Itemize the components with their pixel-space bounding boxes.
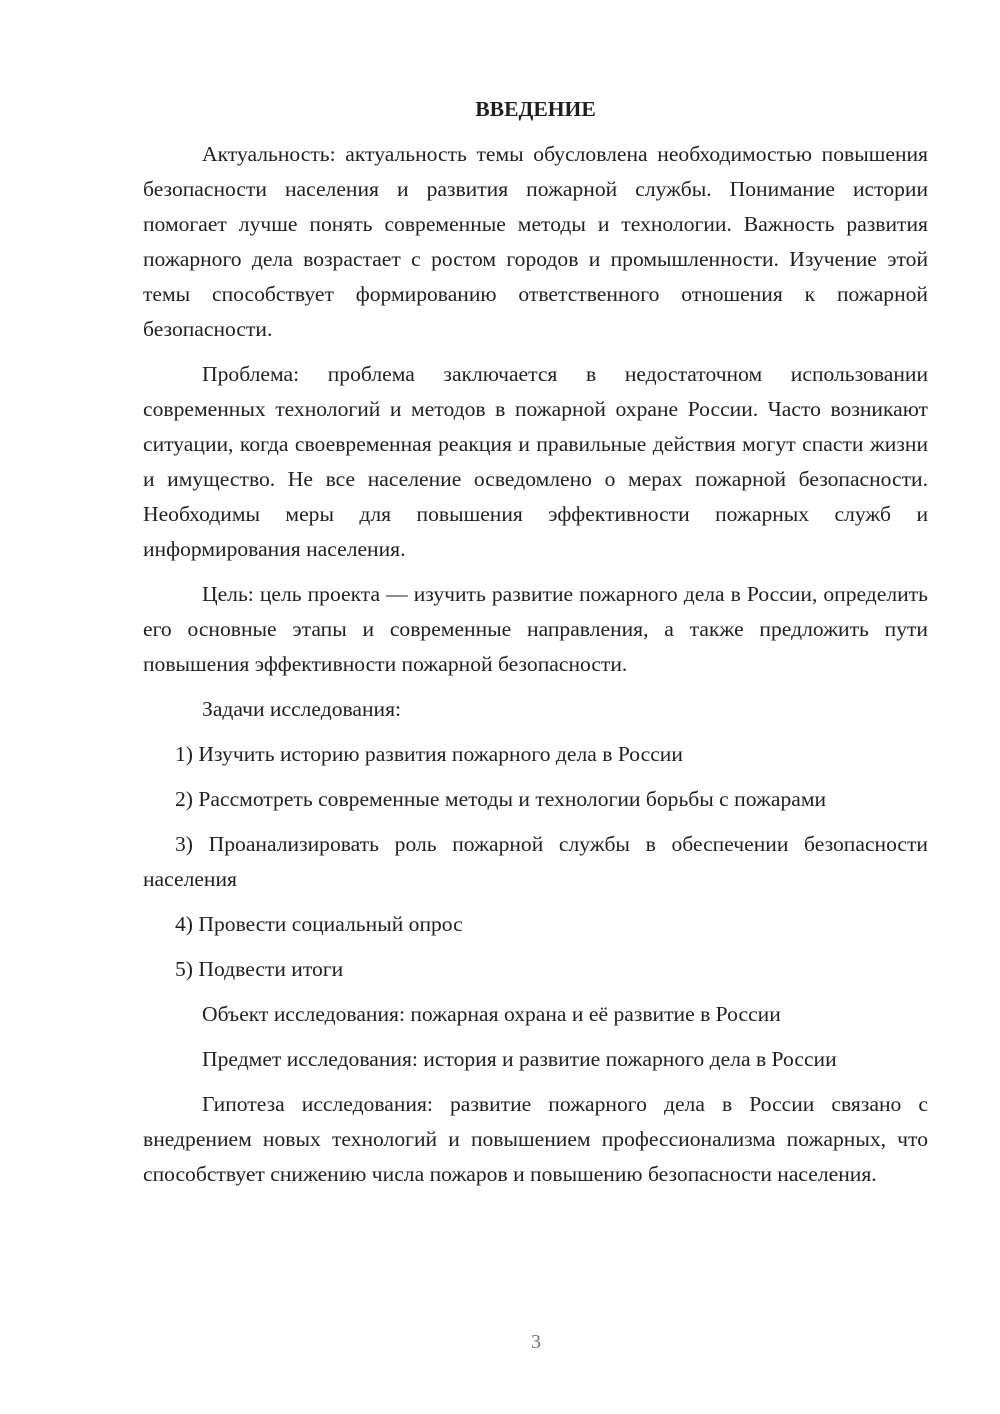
task-item: 1) Изучить историю развития пожарного дела в России — [175, 742, 683, 766]
paragraph-tasks-heading: Задачи исследования: — [202, 697, 402, 721]
paragraph-object: Объект исследования: пожарная охрана и её развитие в России — [202, 1002, 781, 1026]
paragraph-subject: Предмет исследования: история и развитие пожарного дела в России — [202, 1047, 837, 1071]
paragraph-goal: Цель: цель проекта — изучить развитие пожарного дела в России, определить его основные этапы и современные направления, а также предложить пути повышения эффективности пожарной безопасности. — [143, 582, 928, 676]
page-number: 3 — [531, 1331, 541, 1353]
task-item: 4) Провести социальный опрос — [175, 912, 463, 936]
paragraph-hypothesis: Гипотеза исследования: развитие пожарного дела в России связано с внедрением новых технологий и повышением профессионализма пожарных, что способствует снижению числа пожаров и повышению безопасности населения. — [143, 1092, 928, 1186]
task-item: 3) Проанализировать роль пожарной службы в обеспечении безопасности населения — [143, 832, 928, 891]
paragraph-problem: Проблема: проблема заключается в недостаточном использовании современных технологий и методов в пожарной охране России. Часто возникают ситуации, когда своевременная реакция и правильные действия могут спасти жизни и имущество. Не все население осведомлено о мерах пожарной безопасности. Необходимы меры для повышения эффективности пожарных служб и информирования населения. — [143, 362, 928, 561]
page-content — [143, 92, 928, 1202]
paragraph-relevance: Актуальность: актуальность темы обусловлена необходимостью повышения безопасности населения и развития пожарной службы. Понимание истории помогает лучше понять современные методы и технологии. Важность развития пожарного дела возрастает с ростом городов и промышленности. Изучение этой темы способствует формированию ответственного отношения к пожарной безопасности. — [143, 142, 928, 341]
task-item: 5) Подвести итоги — [175, 957, 344, 981]
section-title: ВВЕДЕНИЕ — [475, 97, 596, 121]
task-item: 2) Рассмотреть современные методы и технологии борьбы с пожарами — [175, 787, 827, 811]
